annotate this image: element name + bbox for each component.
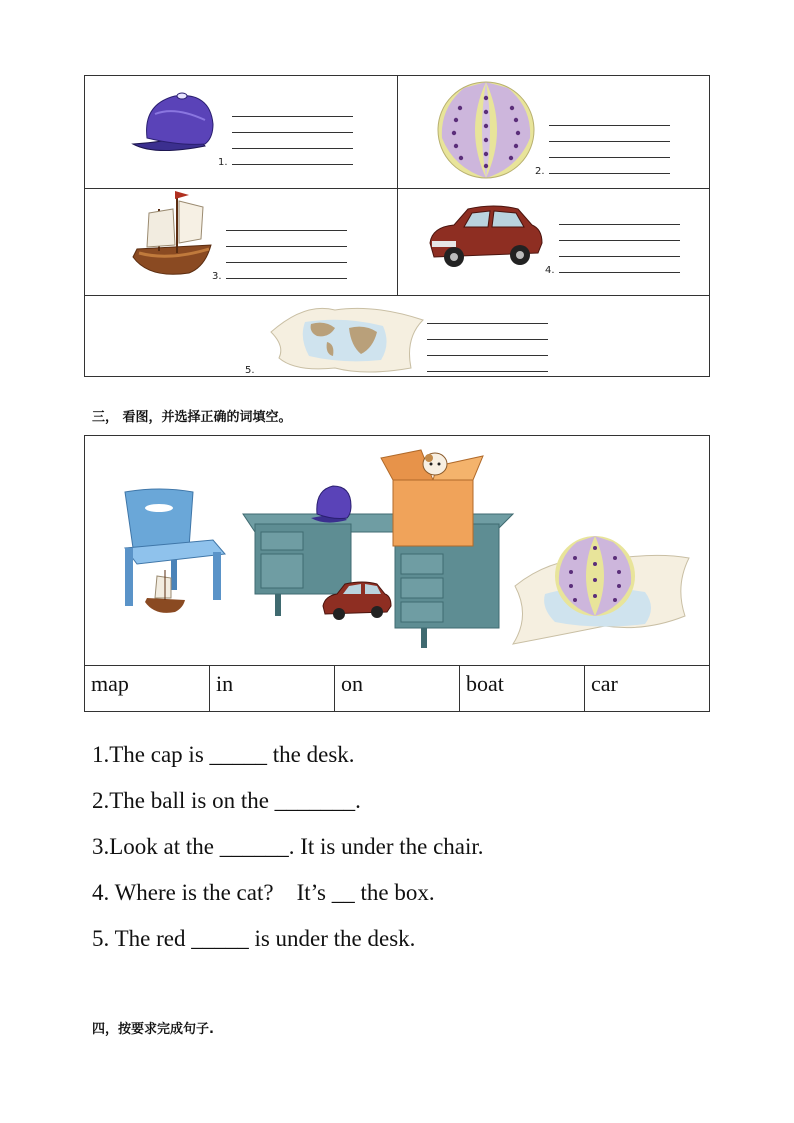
boat-icon — [129, 187, 215, 283]
picture-cell-5 — [85, 296, 709, 376]
item-number: 3. — [212, 271, 222, 282]
item-number: 4. — [545, 265, 555, 276]
item-number: 1. — [218, 157, 228, 168]
ball-icon — [555, 536, 635, 616]
item-number: 5. — [245, 365, 255, 376]
picture-cell-1 — [85, 76, 397, 188]
fill-in-sentence: 5. The red _____ is under the desk. — [92, 926, 416, 951]
word-bank — [84, 665, 710, 712]
writing-lines[interactable] — [427, 323, 548, 373]
scene-picture — [84, 435, 710, 666]
box-icon — [381, 450, 483, 546]
word-bank-item: on — [335, 666, 460, 711]
word-bank-item: map — [85, 666, 210, 711]
fill-in-sentence: 2.The ball is on the _______. — [92, 788, 361, 813]
writing-lines[interactable] — [232, 116, 353, 166]
picture-cell-2 — [398, 76, 710, 188]
writing-lines[interactable] — [559, 224, 680, 274]
car-icon — [424, 197, 546, 277]
fill-in-sentence: 4. Where is the cat? It’s __ the box. — [92, 880, 435, 905]
ball-icon — [434, 78, 538, 182]
picture-writing-table — [84, 75, 710, 377]
boat-icon — [145, 570, 185, 613]
chair-icon — [125, 489, 225, 606]
section-3-heading: 三， 看图，并选择正确的词填空。 — [92, 410, 292, 425]
picture-cell-4 — [398, 189, 710, 295]
section-4-heading: 四，按要求完成句子. — [92, 1022, 214, 1037]
fill-in-sentence: 1.The cap is _____ the desk. — [92, 742, 355, 767]
item-number: 2. — [535, 166, 545, 177]
writing-lines[interactable] — [549, 125, 670, 175]
picture-cell-3 — [85, 189, 397, 295]
word-bank-item: in — [210, 666, 335, 711]
writing-lines[interactable] — [226, 230, 347, 280]
map-icon — [265, 298, 427, 374]
word-bank-item: boat — [460, 666, 585, 711]
fill-in-sentence: 3.Look at the ______. It is under the chair. — [92, 834, 484, 859]
cap-icon — [125, 84, 220, 169]
cap-icon — [311, 486, 351, 523]
word-bank-item: car — [591, 671, 618, 696]
